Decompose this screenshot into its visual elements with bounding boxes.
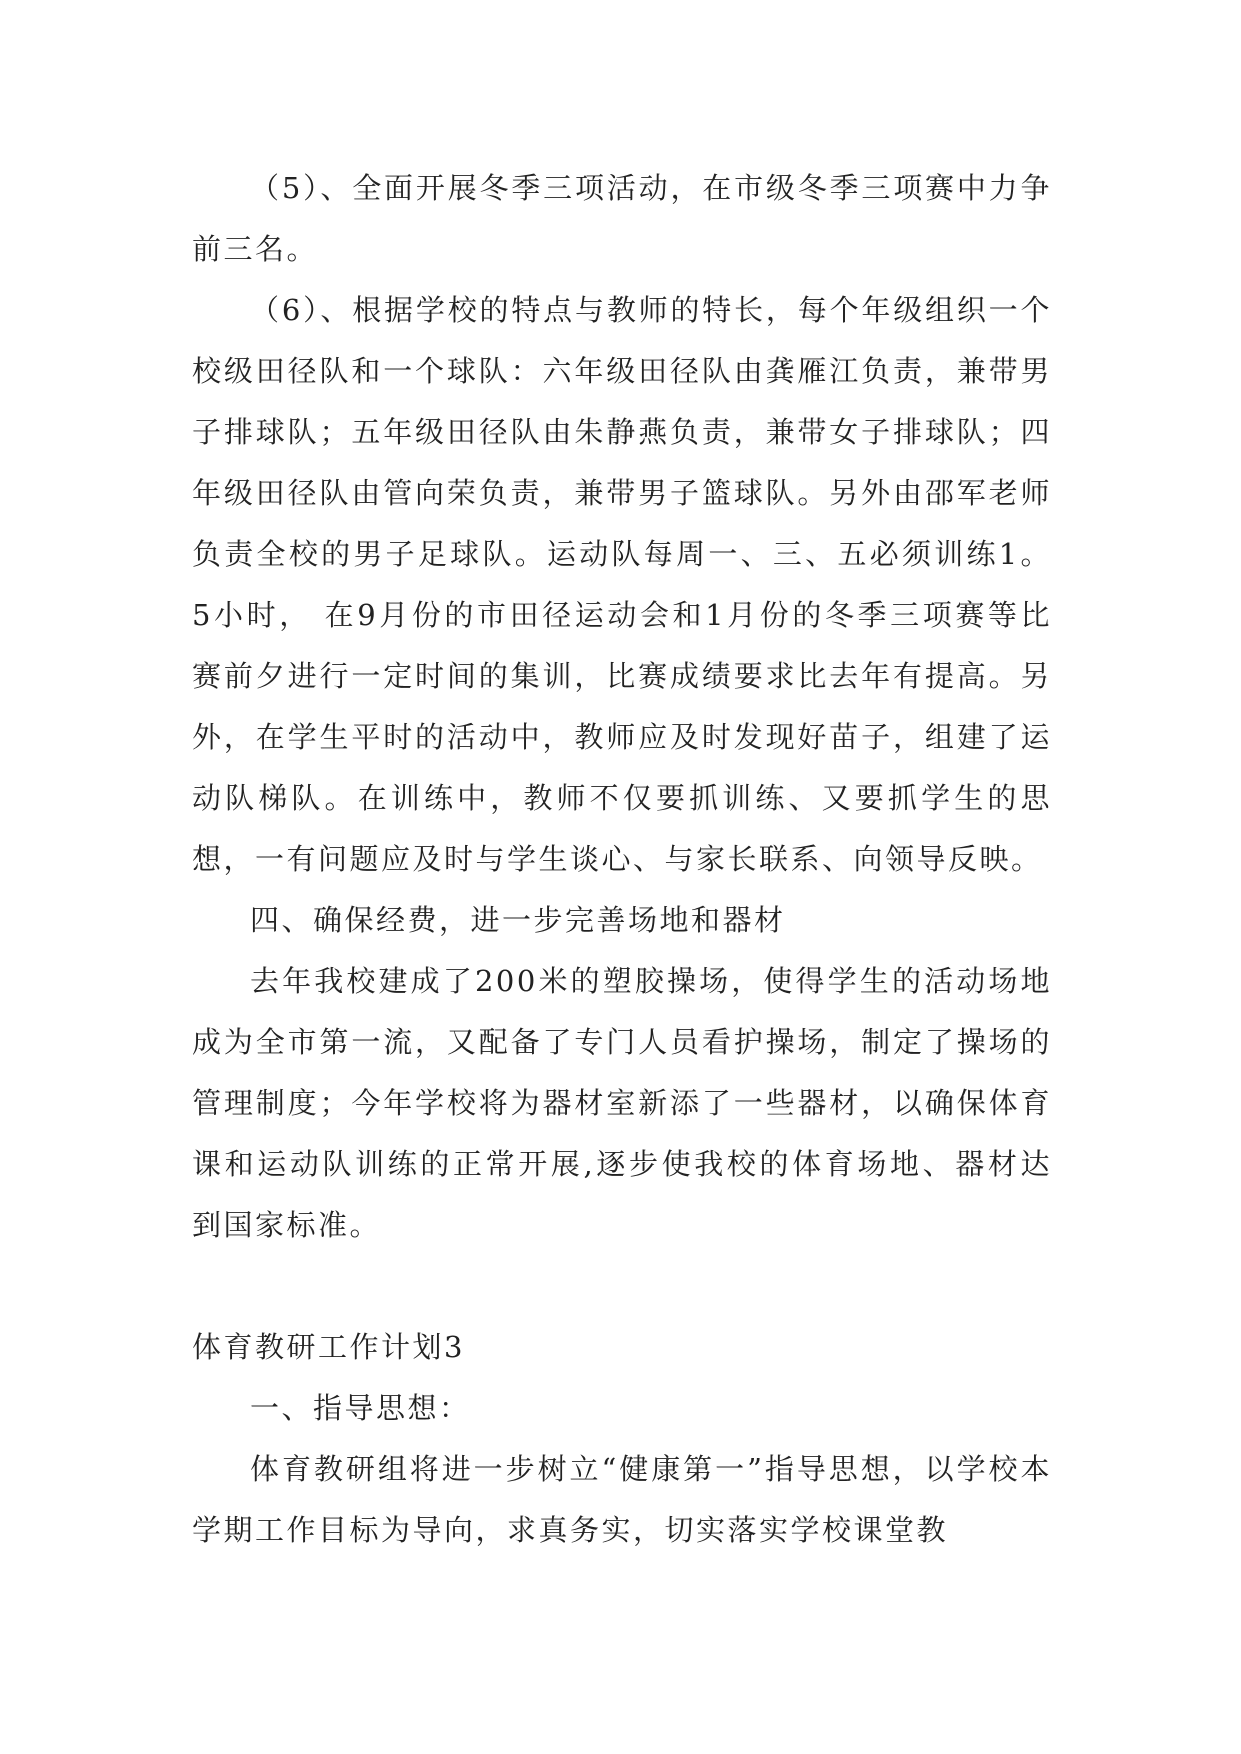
paragraph-item-5: （5）、全面开展冬季三项活动，在市级冬季三项赛中力争前三名。	[192, 171, 1052, 266]
section-heading-funding: 四、确保经费，进一步完善场地和器材	[250, 903, 786, 937]
section-heading-guiding-ideology: 一、指导思想：	[250, 1391, 471, 1425]
paragraph-item-6: （6）、根据学校的特点与教师的特长，每个年级组织一个校级田径队和一个球队：六年级田径队由龚雁江负责，兼带男子排球队；五年级田径队由朱静燕负责，兼带女子排球队；四年级田径队由管向荣负责，兼带男子篮球队。另外由邵军老师负责全校的男子足球队。运动队每周一、三、五必须训练1。5小时， 在9月份的市田径运动会和1月份的冬季三项赛等比赛前夕进行一定时间的集训，比赛成绩要求比去年有提高。另外，在学生平时的活动中，教师应及时发现好苗子，组建了运动队梯队。在训练中，教师不仅要抓训练、又要抓学生的思想，一有问题应及时与学生谈心、与家长联系、向领导反映。	[192, 293, 1052, 876]
paragraph-facilities: 去年我校建成了200米的塑胶操场，使得学生的活动场地成为全市第一流，又配备了专门人员看护操场，制定了操场的管理制度；今年学校将为器材室新添了一些器材，以确保体育课和运动队训练的正常开展,逐步使我校的体育场地、器材达到国家标准。	[192, 964, 1052, 1242]
document-section-title: 体育教研工作计划3	[192, 1330, 465, 1364]
document-body	[192, 158, 1052, 1561]
paragraph-guiding-ideology: 体育教研组将进一步树立“健康第一”指导思想，以学校本学期工作目标为导向，求真务实，切实落实学校课堂教	[192, 1452, 1052, 1547]
